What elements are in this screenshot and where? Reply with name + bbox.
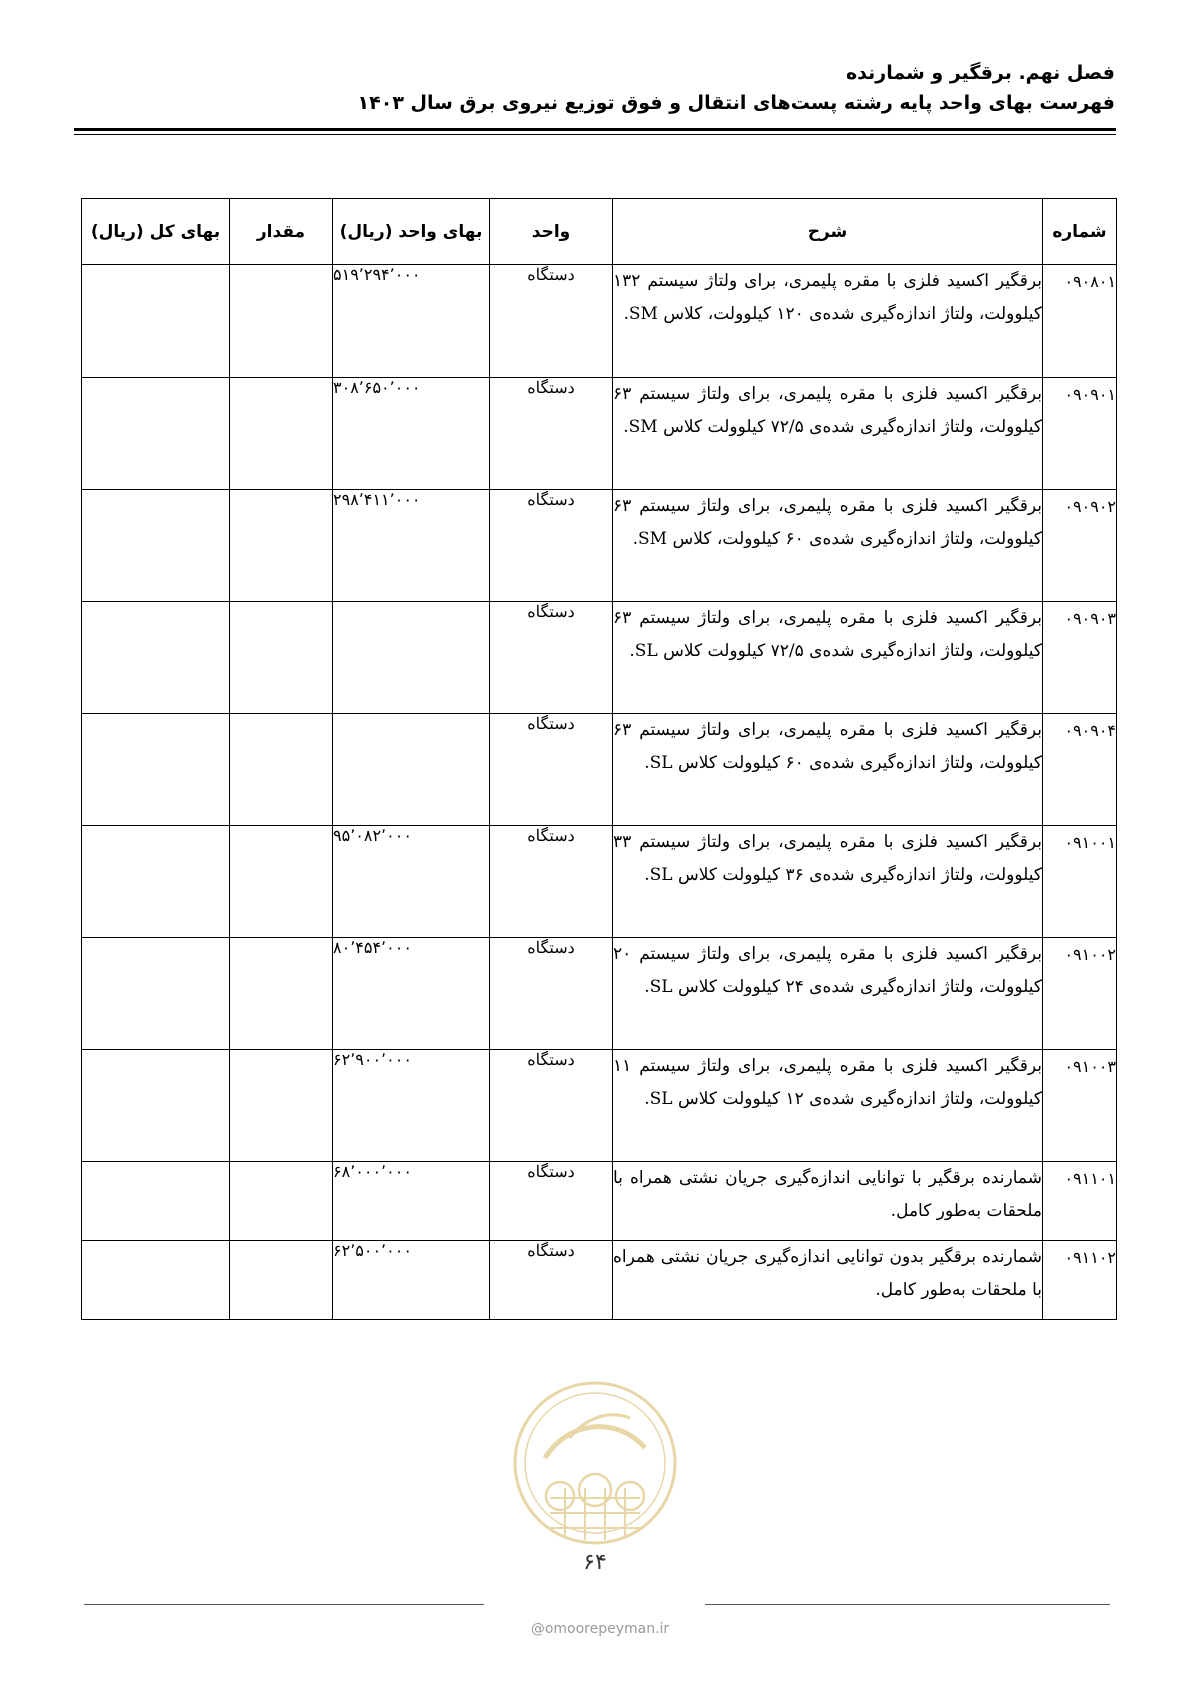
item-unit-price: ۶۲٬۵۰۰٬۰۰۰ [333, 1241, 490, 1320]
item-unit-price: ۵۱۹٬۲۹۴٬۰۰۰ [333, 265, 490, 378]
item-unit: دستگاه [490, 265, 613, 378]
item-unit: دستگاه [490, 938, 613, 1050]
item-quantity [230, 602, 333, 714]
col-header-total-price: بهای کل (ریال) [82, 199, 230, 265]
table-row [82, 378, 1117, 490]
item-quantity [230, 938, 333, 1050]
col-header-code: شماره [1043, 199, 1117, 265]
item-code: ۰۹۱۰۰۳ [1043, 1050, 1117, 1162]
table-row [82, 490, 1117, 602]
col-header-quantity: مقدار [230, 199, 333, 265]
item-code: ۰۹۱۱۰۲ [1043, 1241, 1117, 1320]
item-code: ۰۹۱۱۰۱ [1043, 1162, 1117, 1241]
item-description: برقگیر اکسید فلزی با مقره پلیمری، برای ولتاژ سیستم ۶۳ کیلوولت، ولتاژ اندازه‌گیری شده‌ی ۷۲/۵ کیلوولت کلاس SL. [613, 602, 1043, 714]
item-code: ۰۹۰۹۰۳ [1043, 602, 1117, 714]
table-row [82, 826, 1117, 938]
item-unit: دستگاه [490, 1050, 613, 1162]
item-code: ۰۹۰۹۰۴ [1043, 714, 1117, 826]
table-row [82, 1162, 1117, 1241]
item-unit-price: ۶۸٬۰۰۰٬۰۰۰ [333, 1162, 490, 1241]
item-unit: دستگاه [490, 826, 613, 938]
website-watermark: @omoorepeyman.ir [530, 1621, 670, 1637]
item-total-price [82, 1241, 230, 1320]
item-quantity [230, 490, 333, 602]
price-table [81, 198, 1117, 1320]
item-unit: دستگاه [490, 378, 613, 490]
item-unit-price: ۹۵٬۰۸۲٬۰۰۰ [333, 826, 490, 938]
item-total-price [82, 1050, 230, 1162]
footer-rule-right [705, 1604, 1110, 1605]
header-rule-thick [74, 128, 1116, 131]
header-rule-thin [74, 134, 1116, 135]
item-quantity [230, 378, 333, 490]
item-code: ۰۹۰۹۰۲ [1043, 490, 1117, 602]
item-code: ۰۹۱۰۰۱ [1043, 826, 1117, 938]
item-unit: دستگاه [490, 1162, 613, 1241]
table-row [82, 265, 1117, 378]
item-description: برقگیر اکسید فلزی با مقره پلیمری، برای ولتاژ سیستم ۶۳ کیلوولت، ولتاژ اندازه‌گیری شده‌ی ۶۰ کیلوولت، کلاس SM. [613, 490, 1043, 602]
item-description: برقگیر اکسید فلزی با مقره پلیمری، برای ولتاژ سیستم ۱۱ کیلوولت، ولتاژ اندازه‌گیری شده‌ی ۱۲ کیلوولت کلاس SL. [613, 1050, 1043, 1162]
table-row [82, 714, 1117, 826]
item-unit: دستگاه [490, 714, 613, 826]
col-header-unit: واحد [490, 199, 613, 265]
table-header-row [82, 199, 1117, 265]
item-total-price [82, 490, 230, 602]
footer-rule-left [84, 1604, 484, 1605]
item-quantity [230, 1050, 333, 1162]
table-row [82, 602, 1117, 714]
item-code: ۰۹۰۸۰۱ [1043, 265, 1117, 378]
item-description: برقگیر اکسید فلزی با مقره پلیمری، برای ولتاژ سیستم ۶۳ کیلوولت، ولتاژ اندازه‌گیری شده‌ی ۷۲/۵ کیلوولت کلاس SM. [613, 378, 1043, 490]
item-total-price [82, 938, 230, 1050]
item-quantity [230, 1241, 333, 1320]
item-description: برقگیر اکسید فلزی با مقره پلیمری، برای ولتاژ سیستم ۳۳ کیلوولت، ولتاژ اندازه‌گیری شده‌ی ۳۶ کیلوولت کلاس SL. [613, 826, 1043, 938]
table-row [82, 938, 1117, 1050]
item-code: ۰۹۱۰۰۲ [1043, 938, 1117, 1050]
item-description: برقگیر اکسید فلزی با مقره پلیمری، برای ولتاژ سیستم ۲۰ کیلوولت، ولتاژ اندازه‌گیری شده‌ی ۲۴ کیلوولت کلاس SL. [613, 938, 1043, 1050]
item-unit: دستگاه [490, 1241, 613, 1320]
item-quantity [230, 826, 333, 938]
chapter-title: فصل نهم. برقگیر و شمارنده [845, 62, 1115, 84]
item-unit-price [333, 714, 490, 826]
item-total-price [82, 378, 230, 490]
page-number: ۶۴ [583, 1550, 607, 1575]
item-unit-price: ۶۲٬۹۰۰٬۰۰۰ [333, 1050, 490, 1162]
item-total-price [82, 1162, 230, 1241]
item-quantity [230, 1162, 333, 1241]
col-header-description: شرح [613, 199, 1043, 265]
item-total-price [82, 265, 230, 378]
item-total-price [82, 602, 230, 714]
item-code: ۰۹۰۹۰۱ [1043, 378, 1117, 490]
col-header-unit-price: بهای واحد (ریال) [333, 199, 490, 265]
item-quantity [230, 714, 333, 826]
item-unit: دستگاه [490, 602, 613, 714]
item-unit-price: ۳۰۸٬۶۵۰٬۰۰۰ [333, 378, 490, 490]
page-header [75, 58, 1115, 118]
item-quantity [230, 265, 333, 378]
item-unit: دستگاه [490, 490, 613, 602]
item-unit-price [333, 602, 490, 714]
table-row [82, 1241, 1117, 1320]
document-subtitle: فهرست بهای واحد پایه رشته پست‌های انتقال و فوق توزیع نیروی برق سال ۱۴۰۳ [357, 92, 1115, 114]
item-description: برقگیر اکسید فلزی با مقره پلیمری، برای ولتاژ سیستم ۶۳ کیلوولت، ولتاژ اندازه‌گیری شده‌ی ۶۰ کیلوولت کلاس SL. [613, 714, 1043, 826]
item-unit-price: ۲۹۸٬۴۱۱٬۰۰۰ [333, 490, 490, 602]
item-description: برقگیر اکسید فلزی با مقره پلیمری، برای ولتاژ سیستم ۱۳۲ کیلوولت، ولتاژ اندازه‌گیری شده‌ی ۱۲۰ کیلوولت، کلاس SM. [613, 265, 1043, 378]
table-row [82, 1050, 1117, 1162]
watermark-logo [510, 1378, 680, 1548]
item-description: شمارنده برقگیر بدون توانایی اندازه‌گیری جریان نشتی همراه با ملحقات به‌طور کامل. [613, 1241, 1043, 1320]
item-unit-price: ۸۰٬۴۵۴٬۰۰۰ [333, 938, 490, 1050]
item-total-price [82, 714, 230, 826]
item-description: شمارنده برقگیر با توانایی اندازه‌گیری جریان نشتی همراه با ملحقات به‌طور کامل. [613, 1162, 1043, 1241]
item-total-price [82, 826, 230, 938]
